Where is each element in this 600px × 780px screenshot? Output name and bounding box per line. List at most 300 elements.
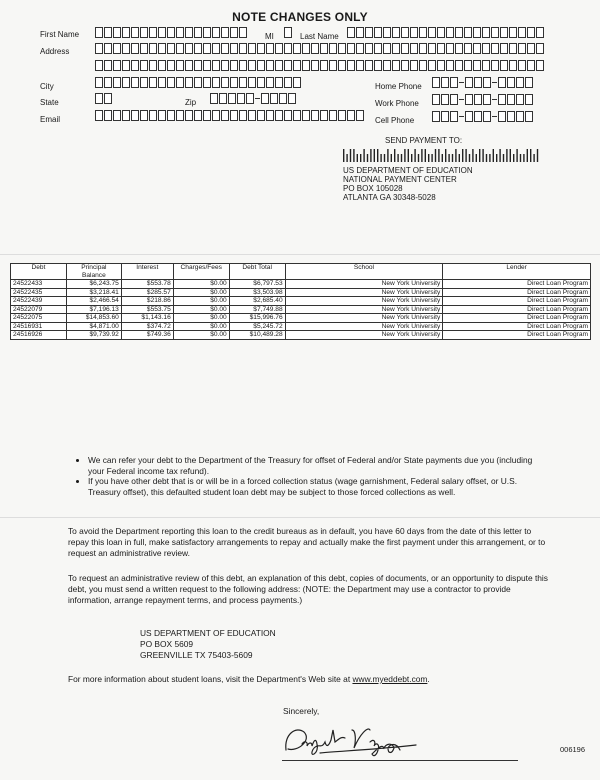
char-box[interactable] (525, 111, 533, 122)
char-box[interactable] (257, 77, 265, 88)
table-cell: $2,685.40 (229, 297, 285, 306)
char-box[interactable] (284, 27, 292, 38)
char-box[interactable] (474, 111, 482, 122)
char-box[interactable] (383, 60, 391, 71)
col-header-debt-total: Debt Total (229, 264, 285, 280)
char-box[interactable] (149, 110, 157, 121)
char-box[interactable] (347, 110, 355, 121)
char-box[interactable] (465, 94, 473, 105)
char-box[interactable] (95, 93, 103, 104)
char-box[interactable] (149, 60, 157, 71)
char-box[interactable] (284, 43, 292, 54)
char-box[interactable] (482, 60, 490, 71)
char-box[interactable] (113, 43, 121, 54)
char-box[interactable] (474, 77, 482, 88)
char-box[interactable] (167, 43, 175, 54)
char-box[interactable] (482, 43, 490, 54)
char-box[interactable] (248, 60, 256, 71)
table-cell: $218.86 (121, 297, 173, 306)
char-box[interactable] (113, 110, 121, 121)
char-box[interactable] (320, 60, 328, 71)
char-box[interactable] (104, 93, 112, 104)
char-box[interactable] (338, 43, 346, 54)
char-box[interactable] (194, 110, 202, 121)
char-box[interactable] (158, 27, 166, 38)
table-cell: $0.00 (173, 288, 229, 297)
char-box[interactable] (167, 27, 175, 38)
char-box[interactable] (266, 43, 274, 54)
char-box[interactable] (230, 77, 238, 88)
char-box[interactable] (293, 43, 301, 54)
char-box[interactable] (383, 43, 391, 54)
char-box[interactable] (212, 27, 220, 38)
char-box[interactable] (194, 77, 202, 88)
char-box[interactable] (491, 43, 499, 54)
char-box[interactable] (194, 27, 202, 38)
char-box[interactable] (311, 60, 319, 71)
char-box[interactable] (392, 43, 400, 54)
char-box[interactable] (410, 43, 418, 54)
barcode-bar (527, 149, 528, 162)
char-box[interactable] (527, 27, 535, 38)
address-line-1-field[interactable] (95, 43, 545, 54)
char-box[interactable] (246, 93, 254, 104)
char-box[interactable] (239, 60, 247, 71)
char-box[interactable] (329, 43, 337, 54)
char-box[interactable] (446, 60, 454, 71)
city-field[interactable] (95, 77, 302, 88)
char-box[interactable] (507, 94, 515, 105)
char-box[interactable] (428, 27, 436, 38)
char-box[interactable] (446, 43, 454, 54)
table-cell: New York University (285, 322, 443, 331)
dash-separator (459, 99, 464, 100)
char-box[interactable] (441, 94, 449, 105)
document-number: 006196 (560, 745, 586, 754)
char-box[interactable] (122, 43, 130, 54)
char-box[interactable] (140, 43, 148, 54)
table-cell: $1,143.16 (121, 314, 173, 323)
char-box[interactable] (185, 60, 193, 71)
char-box[interactable] (221, 43, 229, 54)
char-box[interactable] (266, 60, 274, 71)
website-link[interactable]: www.myeddebt.com (352, 674, 428, 684)
char-box[interactable] (509, 43, 517, 54)
char-box[interactable] (185, 77, 193, 88)
barcode-bar (431, 154, 432, 162)
char-box[interactable] (441, 111, 449, 122)
dash-separator (459, 82, 464, 83)
char-box[interactable] (158, 60, 166, 71)
char-box[interactable] (527, 43, 535, 54)
char-box[interactable] (239, 77, 247, 88)
char-box[interactable] (383, 27, 391, 38)
char-box[interactable] (95, 27, 103, 38)
char-box[interactable] (176, 110, 184, 121)
char-box[interactable] (95, 110, 103, 121)
char-box[interactable] (356, 27, 364, 38)
char-box[interactable] (122, 27, 130, 38)
char-box[interactable] (104, 43, 112, 54)
char-box[interactable] (167, 77, 175, 88)
char-box[interactable] (158, 110, 166, 121)
char-box[interactable] (113, 77, 121, 88)
char-box[interactable] (482, 27, 490, 38)
char-box[interactable] (131, 27, 139, 38)
table-cell: $4,871.00 (66, 322, 121, 331)
char-box[interactable] (167, 60, 175, 71)
home-phone-field[interactable] (432, 77, 534, 88)
zip-field[interactable] (210, 93, 297, 104)
char-box[interactable] (441, 77, 449, 88)
table-cell: Direct Loan Program (443, 331, 591, 340)
char-box[interactable] (320, 43, 328, 54)
char-box[interactable] (428, 43, 436, 54)
char-box[interactable] (288, 93, 296, 104)
char-box[interactable] (464, 60, 472, 71)
char-box[interactable] (185, 43, 193, 54)
char-box[interactable] (230, 43, 238, 54)
char-box[interactable] (311, 43, 319, 54)
char-box[interactable] (203, 27, 211, 38)
barcode-bar (438, 149, 439, 162)
char-box[interactable] (212, 77, 220, 88)
char-box[interactable] (516, 94, 524, 105)
char-box[interactable] (483, 111, 491, 122)
char-box[interactable] (167, 110, 175, 121)
table-cell: $7,749.88 (229, 305, 285, 314)
char-box[interactable] (498, 111, 506, 122)
char-box[interactable] (498, 77, 506, 88)
char-box[interactable] (500, 60, 508, 71)
char-box[interactable] (131, 110, 139, 121)
char-box[interactable] (465, 111, 473, 122)
char-box[interactable] (428, 60, 436, 71)
char-box[interactable] (237, 93, 245, 104)
char-box[interactable] (104, 27, 112, 38)
char-box[interactable] (338, 110, 346, 121)
barcode-bar (537, 149, 538, 162)
char-box[interactable] (266, 77, 274, 88)
mi-label: MI (265, 32, 274, 41)
col-header-lender: Lender (443, 264, 591, 280)
char-box[interactable] (176, 77, 184, 88)
char-box[interactable] (203, 77, 211, 88)
char-box[interactable] (464, 27, 472, 38)
char-box[interactable] (284, 110, 292, 121)
work-phone-field[interactable] (432, 94, 534, 105)
table-cell: $0.00 (173, 331, 229, 340)
char-box[interactable] (221, 77, 229, 88)
char-box[interactable] (483, 77, 491, 88)
char-box[interactable] (194, 43, 202, 54)
address-line-2-field[interactable] (95, 60, 545, 71)
char-box[interactable] (284, 60, 292, 71)
table-cell: Direct Loan Program (443, 305, 591, 314)
char-box[interactable] (149, 43, 157, 54)
char-box[interactable] (356, 43, 364, 54)
barcode-bar (425, 149, 426, 162)
char-box[interactable] (185, 110, 193, 121)
char-box[interactable] (401, 60, 409, 71)
char-box[interactable] (104, 77, 112, 88)
col-header-interest: Interest (121, 264, 173, 280)
char-box[interactable] (516, 111, 524, 122)
char-box[interactable] (275, 110, 283, 121)
char-box[interactable] (302, 43, 310, 54)
char-box[interactable] (527, 60, 535, 71)
state-field[interactable] (95, 93, 113, 104)
table-cell: 24522079 (11, 305, 67, 314)
char-box[interactable] (498, 94, 506, 105)
char-box[interactable] (221, 27, 229, 38)
barcode-bar (343, 149, 344, 162)
char-box[interactable] (194, 60, 202, 71)
char-box[interactable] (239, 110, 247, 121)
char-box[interactable] (509, 27, 517, 38)
first-name-field[interactable] (95, 27, 248, 38)
char-box[interactable] (122, 60, 130, 71)
barcode-bar (452, 154, 453, 162)
char-box[interactable] (465, 77, 473, 88)
barcode-bar (414, 149, 415, 162)
char-box[interactable] (149, 27, 157, 38)
char-box[interactable] (176, 43, 184, 54)
table-cell: $0.00 (173, 305, 229, 314)
char-box[interactable] (113, 27, 121, 38)
char-box[interactable] (210, 93, 218, 104)
dash-separator (255, 98, 260, 99)
char-box[interactable] (302, 60, 310, 71)
char-box[interactable] (275, 77, 283, 88)
char-box[interactable] (158, 43, 166, 54)
char-box[interactable] (432, 111, 440, 122)
char-box[interactable] (203, 43, 211, 54)
char-box[interactable] (491, 60, 499, 71)
char-box[interactable] (464, 43, 472, 54)
char-box[interactable] (329, 60, 337, 71)
char-box[interactable] (518, 27, 526, 38)
char-box[interactable] (507, 77, 515, 88)
char-box[interactable] (392, 27, 400, 38)
char-box[interactable] (536, 43, 544, 54)
char-box[interactable] (483, 94, 491, 105)
char-box[interactable] (473, 27, 481, 38)
char-box[interactable] (525, 94, 533, 105)
char-box[interactable] (419, 60, 427, 71)
char-box[interactable] (419, 43, 427, 54)
char-box[interactable] (95, 43, 103, 54)
char-box[interactable] (293, 77, 301, 88)
char-box[interactable] (284, 77, 292, 88)
char-box[interactable] (338, 60, 346, 71)
char-box[interactable] (131, 77, 139, 88)
char-box[interactable] (212, 43, 220, 54)
char-box[interactable] (275, 60, 283, 71)
char-box[interactable] (176, 27, 184, 38)
char-box[interactable] (365, 43, 373, 54)
char-box[interactable] (455, 27, 463, 38)
char-box[interactable] (410, 60, 418, 71)
char-box[interactable] (329, 110, 337, 121)
char-box[interactable] (491, 27, 499, 38)
website-paragraph (68, 674, 548, 685)
char-box[interactable] (518, 43, 526, 54)
char-box[interactable] (293, 60, 301, 71)
char-box[interactable] (270, 93, 278, 104)
char-box[interactable] (450, 111, 458, 122)
char-box[interactable] (302, 110, 310, 121)
char-box[interactable] (437, 27, 445, 38)
table-cell: Direct Loan Program (443, 280, 591, 289)
char-box[interactable] (275, 43, 283, 54)
barcode-bar (401, 154, 402, 162)
char-box[interactable] (432, 77, 440, 88)
char-box[interactable] (131, 43, 139, 54)
table-cell: $7,196.13 (66, 305, 121, 314)
barcode-bar (465, 149, 466, 162)
char-box[interactable] (365, 27, 373, 38)
char-box[interactable] (230, 60, 238, 71)
char-box[interactable] (122, 77, 130, 88)
char-box[interactable] (518, 60, 526, 71)
mi-field[interactable] (284, 27, 293, 38)
char-box[interactable] (212, 60, 220, 71)
char-box[interactable] (158, 77, 166, 88)
barcode-bar (384, 154, 385, 162)
char-box[interactable] (257, 110, 265, 121)
table-cell: $285.57 (121, 288, 173, 297)
table-cell: $6,797.53 (229, 280, 285, 289)
char-box[interactable] (419, 27, 427, 38)
char-box[interactable] (279, 93, 287, 104)
table-cell: $2,466.54 (66, 297, 121, 306)
char-box[interactable] (450, 94, 458, 105)
char-box[interactable] (239, 27, 247, 38)
char-box[interactable] (230, 27, 238, 38)
char-box[interactable] (266, 110, 274, 121)
char-box[interactable] (261, 93, 269, 104)
char-box[interactable] (149, 77, 157, 88)
char-box[interactable] (221, 60, 229, 71)
char-box[interactable] (219, 93, 227, 104)
payment-address-line: ATLANTA GA 30348-5028 (343, 193, 436, 202)
send-payment-heading: SEND PAYMENT TO: (385, 136, 463, 145)
char-box[interactable] (473, 60, 481, 71)
char-box[interactable] (507, 111, 515, 122)
barcode-bar (455, 149, 456, 162)
char-box[interactable] (347, 60, 355, 71)
char-box[interactable] (122, 110, 130, 121)
char-box[interactable] (500, 43, 508, 54)
barcode-bar (377, 149, 378, 162)
table-cell: $9,739.92 (66, 331, 121, 340)
zip-label: Zip (185, 98, 197, 107)
char-box[interactable] (525, 77, 533, 88)
char-box[interactable] (212, 110, 220, 121)
barcode-bar (486, 154, 487, 162)
char-box[interactable] (104, 110, 112, 121)
char-box[interactable] (140, 27, 148, 38)
char-box[interactable] (437, 43, 445, 54)
email-field[interactable] (95, 110, 365, 121)
char-box[interactable] (140, 110, 148, 121)
char-box[interactable] (437, 60, 445, 71)
barcode-bar (496, 154, 497, 162)
char-box[interactable] (516, 77, 524, 88)
char-box[interactable] (374, 43, 382, 54)
table-cell: $14,853.60 (66, 314, 121, 323)
table-row (11, 305, 591, 314)
char-box[interactable] (432, 94, 440, 105)
char-box[interactable] (140, 60, 148, 71)
char-box[interactable] (320, 110, 328, 121)
last-name-label: Last Name (300, 32, 339, 41)
last-name-field[interactable] (347, 27, 545, 38)
char-box[interactable] (455, 60, 463, 71)
char-box[interactable] (410, 27, 418, 38)
char-box[interactable] (203, 60, 211, 71)
char-box[interactable] (536, 60, 544, 71)
char-box[interactable] (203, 110, 211, 121)
char-box[interactable] (257, 60, 265, 71)
char-box[interactable] (374, 60, 382, 71)
table-cell: New York University (285, 280, 443, 289)
char-box[interactable] (248, 110, 256, 121)
char-box[interactable] (104, 60, 112, 71)
char-box[interactable] (248, 43, 256, 54)
char-box[interactable] (374, 27, 382, 38)
char-box[interactable] (356, 60, 364, 71)
char-box[interactable] (95, 60, 103, 71)
char-box[interactable] (347, 27, 355, 38)
char-box[interactable] (446, 27, 454, 38)
char-box[interactable] (450, 77, 458, 88)
barcode-bar (346, 154, 347, 162)
char-box[interactable] (140, 77, 148, 88)
char-box[interactable] (347, 43, 355, 54)
char-box[interactable] (95, 77, 103, 88)
char-box[interactable] (311, 110, 319, 121)
char-box[interactable] (392, 60, 400, 71)
char-box[interactable] (455, 43, 463, 54)
char-box[interactable] (113, 60, 121, 71)
char-box[interactable] (401, 27, 409, 38)
table-cell: New York University (285, 331, 443, 340)
char-box[interactable] (365, 60, 373, 71)
char-box[interactable] (473, 43, 481, 54)
payment-address-line: PO BOX 105028 (343, 184, 403, 193)
char-box[interactable] (131, 60, 139, 71)
char-box[interactable] (228, 93, 236, 104)
char-box[interactable] (356, 110, 364, 121)
char-box[interactable] (536, 27, 544, 38)
char-box[interactable] (239, 43, 247, 54)
char-box[interactable] (401, 43, 409, 54)
char-box[interactable] (185, 27, 193, 38)
cell-phone-field[interactable] (432, 111, 534, 122)
char-box[interactable] (176, 60, 184, 71)
char-box[interactable] (500, 27, 508, 38)
char-box[interactable] (474, 94, 482, 105)
char-box[interactable] (230, 110, 238, 121)
char-box[interactable] (293, 110, 301, 121)
char-box[interactable] (257, 43, 265, 54)
char-box[interactable] (221, 110, 229, 121)
char-box[interactable] (248, 77, 256, 88)
barcode-bar (448, 154, 449, 162)
char-box[interactable] (509, 60, 517, 71)
